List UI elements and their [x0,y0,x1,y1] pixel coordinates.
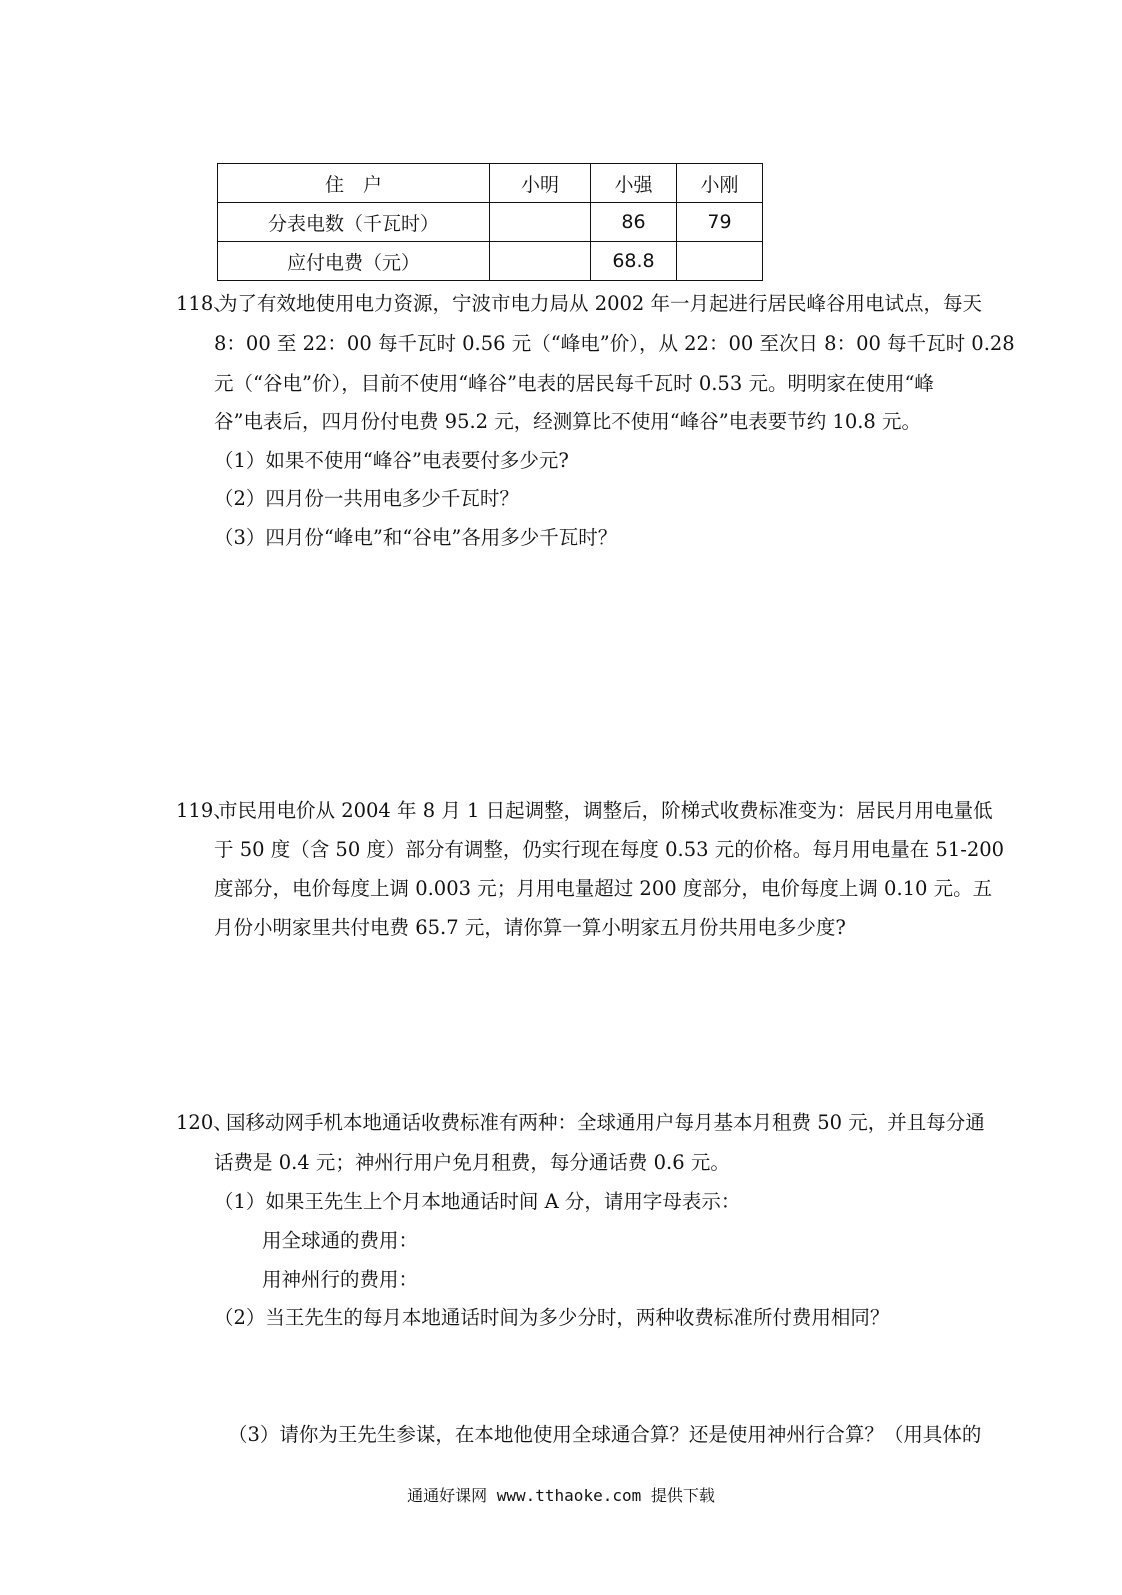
q119-text-4: 月份小明家里共付电费 65.7 元，请你算一算小明家五月份共用电多少度? [214,916,846,939]
row-label-meter: 分表电数（千瓦时） [218,203,490,242]
header-household: 住 户 [218,164,490,203]
q120-sub-3-text: （3）请你为王先生参谋，在本地他使用全球通合算？还是使用神州行合算？（用具体的 [228,1423,982,1446]
table-row [218,203,763,242]
q118-text-4: 谷”电表后，四月份付电费 95.2 元，经测算比不使用“峰谷”电表要节约 10.8 元。 [214,410,922,433]
cell-xiaogang-fee [677,242,763,281]
cell-xiaogang-meter: 79 [677,203,763,242]
cell-xiaoqiang-meter: 86 [591,203,677,242]
q118-number: 118、 [176,292,233,315]
q119-number: 119、 [176,799,233,822]
footer-credit: 通通好课网 www.tthaoke.com 提供下载 [407,1486,715,1505]
q119-text-3: 度部分，电价每度上调 0.003 元；月用电量超过 200 度部分，电价每度上调 0.10 元。五 [214,877,993,900]
cell-xiaoqiang-fee: 68.8 [591,242,677,281]
q120-text-1: 国移动网手机本地通话收费标准有两种：全球通用户每月基本月租费 50 元，并且每分通 [226,1111,985,1134]
q118-sub-2-text: （2）四月份一共用电多少千瓦时？ [214,487,519,510]
header-xiaoming: 小明 [490,164,591,203]
q120-sub-2-text: （2）当王先生的每月本地通话时间为多少分时，两种收费标准所付费用相同？ [214,1306,890,1329]
q120-sub-1a-text: 用全球通的费用： [262,1229,419,1252]
q119-text-1: 市民用电价从 2004 年 8 月 1 日起调整，调整后，阶梯式收费标准变为：居民月用电量低 [218,799,993,822]
q118-text-2: 8：00 至 22：00 每千瓦时 0.56 元（“峰电”价），从 22：00 至次日 8：00 每千瓦时 0.28 [214,332,1015,355]
q118-text-3: 元（“谷电”价），目前不使用“峰谷”电表的居民每千瓦时 0.53 元。明明家在使用“峰 [214,372,934,395]
q120-text-2: 话费是 0.4 元；神州行用户免月租费，每分通话费 0.6 元。 [214,1151,730,1174]
q118-sub-3-text: （3）四月份“峰电”和“谷电”各用多少千瓦时？ [214,526,618,549]
row-label-fee: 应付电费（元） [218,242,490,281]
q118-sub-1-text: （1）如果不使用“峰谷”电表要付多少元? [214,449,569,472]
table-header-row [218,164,763,203]
cell-xiaoming-meter [490,203,591,242]
q118-text-1: 为了有效地使用电力资源，宁波市电力局从 2002 年一月起进行居民峰谷用电试点，每天 [218,292,983,315]
q119-text-2: 于 50 度（含 50 度）部分有调整，仍实行现在每度 0.53 元的价格。每月用电量在 51-200 [214,838,1005,861]
q120-number: 120、 [176,1111,233,1134]
header-xiaoqiang: 小强 [591,164,677,203]
electricity-table [217,163,763,281]
cell-xiaoming-fee [490,242,591,281]
q120-sub-1-text: （1）如果王先生上个月本地通话时间 A 分，请用字母表示： [214,1190,741,1213]
q120-sub-1b-text: 用神州行的费用： [262,1268,419,1291]
header-xiaogang: 小刚 [677,164,763,203]
table-row [218,242,763,281]
